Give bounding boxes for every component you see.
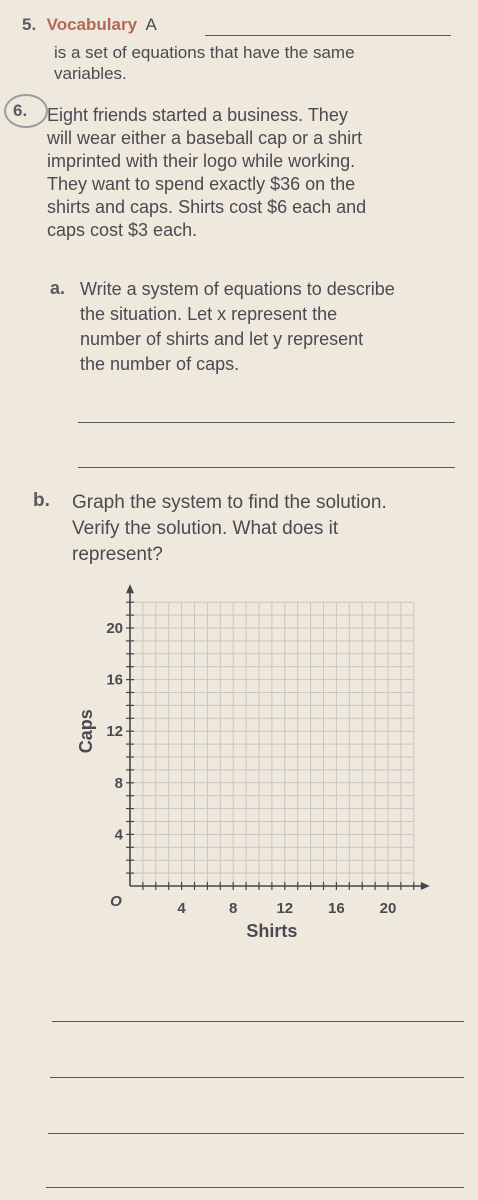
x-tick-label: 12: [276, 900, 294, 917]
part-b-answer-line-4[interactable]: [46, 1187, 464, 1188]
y-tick-label: 16: [106, 671, 123, 689]
part-b-line: represent?: [72, 544, 163, 565]
x-axis-title: Shirts: [246, 921, 298, 941]
x-tick-label: 20: [379, 900, 397, 917]
question-5-line-3: variables.: [54, 64, 127, 83]
part-b-line: Graph the system to find the solution.: [72, 492, 387, 513]
question-5-prefix: A: [145, 15, 157, 34]
question-6-line: They want to spend exactly $36 on the: [47, 174, 356, 194]
question-6-line: will wear either a baseball cap or a shirt: [47, 128, 363, 148]
x-tick-label: 16: [328, 900, 345, 917]
x-tick-label: 8: [229, 900, 238, 917]
question-6-line: Eight friends started a business. They: [47, 105, 348, 125]
y-tick-label: 20: [106, 620, 123, 637]
question-6-line: shirts and caps. Shirts cost $6 each and: [47, 197, 367, 217]
x-axis-arrow-icon: [421, 882, 430, 890]
vocabulary-label: Vocabulary: [46, 15, 138, 34]
part-a-line: the number of caps.: [80, 354, 240, 374]
part-b-answer-line-2[interactable]: [50, 1077, 464, 1078]
y-tick-label: 8: [114, 774, 123, 792]
part-b-line: Verify the solution. What does it: [72, 518, 339, 539]
question-5-number: 5.: [22, 15, 37, 34]
part-a-line: the situation. Let x represent the: [80, 304, 338, 324]
part-b-label: b.: [33, 490, 50, 511]
origin-label: O: [110, 893, 122, 910]
part-b-answer-line-1[interactable]: [52, 1021, 464, 1022]
question-6-line: imprinted with their logo while working.: [47, 151, 356, 171]
question-6-line: caps cost $3 each.: [47, 220, 198, 240]
question-5-line-2: is a set of equations that have the same: [54, 43, 355, 62]
part-a-line: number of shirts and let y represent: [80, 329, 364, 349]
question-6-number: 6.: [13, 101, 28, 120]
y-tick-label: 4: [114, 826, 123, 844]
y-axis-arrow-icon: [126, 584, 134, 593]
part-a-line: Write a system of equations to describe: [80, 279, 395, 299]
y-axis-title: Caps: [76, 709, 96, 754]
y-tick-label: 12: [106, 723, 123, 741]
part-a-label: a.: [50, 278, 66, 298]
part-b-answer-line-3[interactable]: [48, 1133, 464, 1134]
x-tick-label: 4: [177, 900, 186, 917]
